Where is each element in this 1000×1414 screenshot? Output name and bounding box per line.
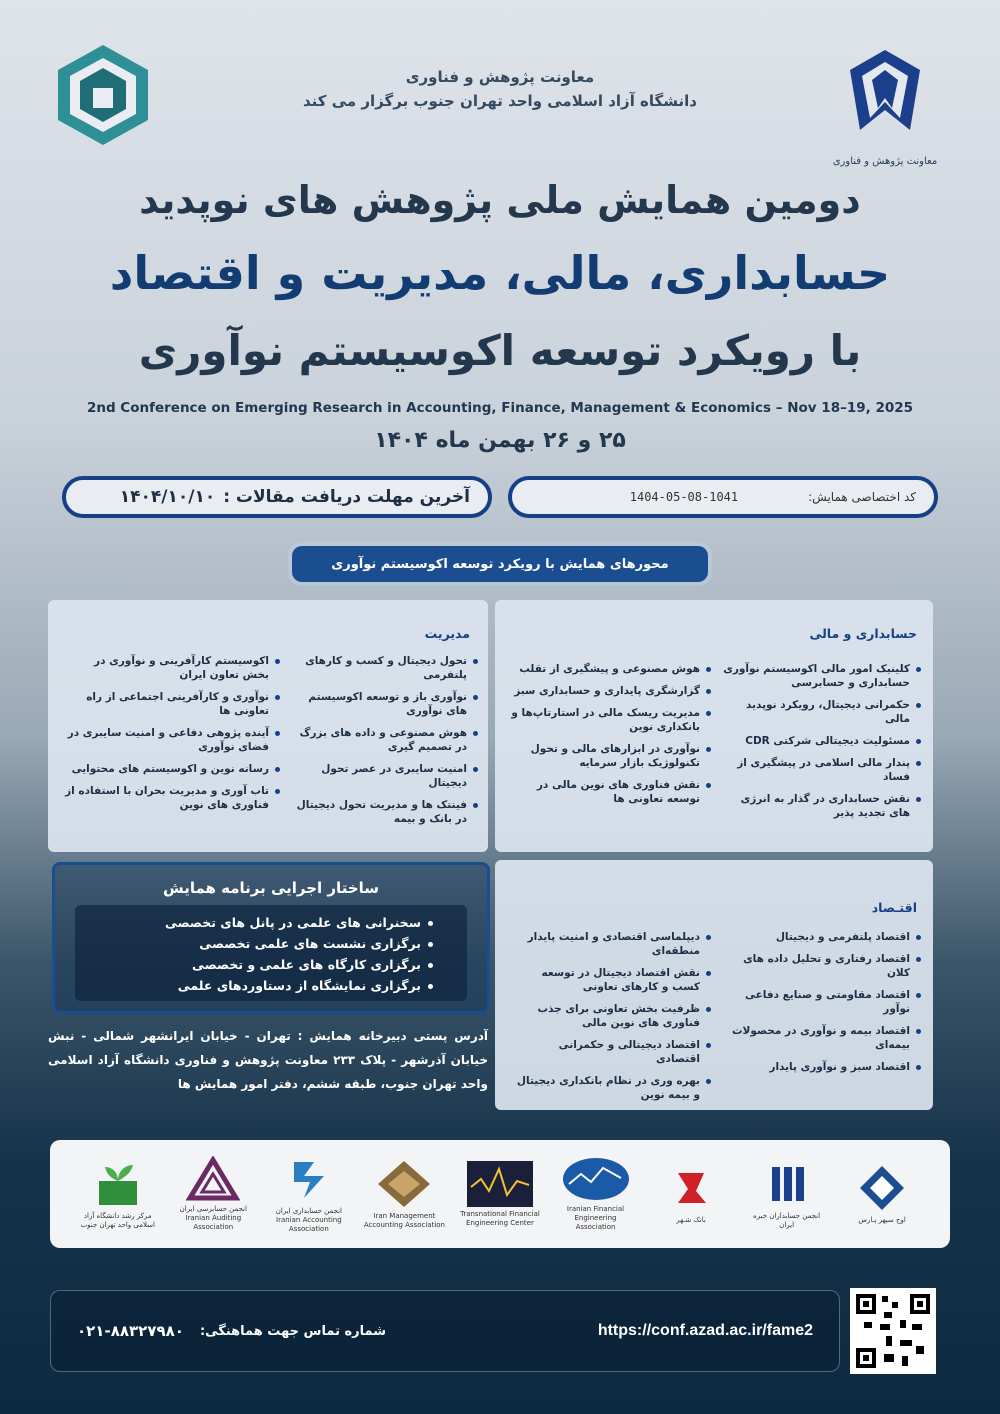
header-organizer [250, 0, 750, 110]
list-item: رسانه نوین و اکوسیستم های محتوایی [65, 762, 280, 776]
title-line-3: با رویکرد توسعه اکوسیستم نوآوری [138, 326, 862, 375]
english-title: 2nd Conference on Emerging Research in Accounting, Finance, Management & Economics – Nov 18–19, 2025 [86, 400, 914, 416]
management-title: مدیریت [424, 626, 470, 641]
list-item: نقش حسابداری در گذار به انرژی های تجدید پذیر [721, 792, 921, 820]
conference-code-pill [508, 476, 938, 518]
ojsepehr-logo-icon [857, 1163, 907, 1213]
fin-eng-logo-icon [561, 1156, 631, 1202]
axes-title-bar: محورهای همایش با رویکرد توسعه اکوسیستم نوآوری [292, 546, 708, 582]
list-item: اکوسیستم کارآفرینی و نوآوری در بخش تعاون ایران [65, 654, 280, 682]
contact-label: شماره تماس جهت هماهنگی: [199, 1323, 387, 1339]
iaa-logo-icon [286, 1154, 332, 1204]
sponsor-ojsepehr: اوج سپهر پـارس [841, 1153, 923, 1235]
accounting-title: حسابداری و مالی [809, 626, 917, 641]
sponsor-iaa: انجمن حسابداری ایران Iranian Accounting Association [268, 1153, 350, 1235]
list-item: کلینیک امور مالی اکوسیستم نوآوری حسابداری و حسابرسی [721, 662, 921, 690]
sponsor-incubator: مرکز رشد دانشگاه آزاد اسلامی واحد تهران جنوب [77, 1153, 159, 1235]
deadline-label: آخرین مهلت دریافت مقالات : [223, 487, 470, 507]
list-item: تحول دیجیتال و کسب و کارهای پلتفرمی [288, 654, 478, 682]
economics-title: اقتـصاد [871, 900, 917, 915]
conference-logo [48, 40, 158, 150]
conference-code-label: کد اختصاصی همایش: [808, 490, 916, 504]
sponsor-bank-shahr: بانک شـهر [650, 1153, 732, 1235]
list-item: آینده پژوهی دفاعی و امنیت سایبری در فضای نوآوری [65, 726, 280, 754]
list-item: اقتصاد بیمه و نوآوری در محصولات بیمه‌ای [721, 1024, 921, 1052]
list-item: ظرفیت بخش تعاونی برای جذب فناوری های نوین مالی [511, 1002, 711, 1030]
iica-logo-icon [762, 1159, 812, 1209]
imaa-logo-icon [376, 1159, 432, 1209]
title-line-1: دومین همایش ملی پژوهش های نوپدید [139, 178, 861, 222]
list-item: هوش مصنوعی و داده های بزرگ در تصمیم گیری [288, 726, 478, 754]
list-item: اقتصاد سبز و نوآوری پایدار [721, 1060, 921, 1074]
list-item: اقتصاد رفتاری و تحلیل داده های کلان [721, 952, 921, 980]
organizer-line-2: دانشگاه آزاد اسلامی واحد تهران جنوب برگزار می کند [302, 92, 697, 110]
deadline-value: ۱۴۰۴/۱۰/۱۰ [119, 487, 216, 507]
list-item: دیپلماسی اقتصادی و امنیت پایدار منطقه‌ای [511, 930, 711, 958]
conference-date: ۲۵ و ۲۶ بهمن ماه ۱۴۰۴ [374, 428, 626, 453]
list-item: نوآوری و کارآفرینی اجتماعی از راه تعاونی ها [65, 690, 280, 718]
list-item: بهره وری در نظام بانکداری دیجیتال و بیمه نوین [511, 1074, 711, 1102]
contact-phone[interactable]: ۰۲۱-۸۸۳۲۷۹۸۰ [77, 1322, 184, 1340]
list-item: مدیریت ریسک مالی در استارتاپ‌ها و بانکداری نوین [511, 706, 711, 734]
accounting-list-1 [721, 662, 921, 828]
list-item: اقتصاد مقاومتی و صنایع دفاعی نوآور [721, 988, 921, 1016]
list-item: نقش فناوری های نوین مالی در توسعه تعاونی ها [511, 778, 711, 806]
sponsor-iica: انجمن حسابداران خبره ایران [746, 1153, 828, 1235]
postal-address: آدرس پستی دبیرخانه همایش : تهران - خیابان ایرانشهر شمالی - نبش خیابان آذرشهر - پلاک ۲۳۳ معاونت پژوهش و فناوری دانشگاه آزاد اسلامی واحد تهران جنوب، طبقه ششم، دفتر امور همایش ها [48, 1029, 488, 1091]
management-panel [48, 600, 488, 852]
executive-list [79, 905, 463, 993]
sponsor-fin-eng: Iranian Financial Engineering Association [555, 1153, 637, 1235]
list-item: تاب آوری و مدیریت بحران با استفاده از فناوری های نوین [65, 784, 280, 812]
sponsor-auditing: انجمن حسابرسی ایران Iranian Auditing Association [172, 1153, 254, 1235]
list-item: حکمرانی دیجیتال، رویکرد نوپدید مالی [721, 698, 921, 726]
executive-title: ساختار اجرایی برنامه همایش [162, 879, 380, 897]
sponsors-strip [50, 1140, 950, 1248]
accounting-panel [495, 600, 933, 852]
azad-university-logo [830, 40, 940, 175]
logo-caption: معاونت پژوهش و فناوری [832, 156, 938, 167]
list-item: گزارشگری پایداری و حسابداری سبز [511, 684, 711, 698]
economics-list-1 [721, 930, 921, 1082]
list-item: برگزاری نشست های علمی تخصصی [79, 936, 433, 951]
bank-shahr-logo-icon [666, 1163, 716, 1213]
title-line-2: حسابداری، مالی، مدیریت و اقتصاد [109, 246, 891, 300]
deadline-pill [62, 476, 492, 518]
list-item: نقش اقتصاد دیجیتال در توسعه کسب و کارهای تعاونی [511, 966, 711, 994]
list-item: اقتصاد دیجیتالی و حکمرانی اقتصادی [511, 1038, 711, 1066]
list-item: نوآوری در ابزارهای مالی و تحول تکنولوژیک بازار سرمایه [511, 742, 711, 770]
contact-info [77, 1322, 386, 1340]
list-item: برگزاری کارگاه های علمی و تخصصی [79, 957, 433, 972]
qr-code-icon[interactable] [850, 1288, 936, 1374]
tfec-logo-icon [467, 1161, 533, 1207]
management-list-1 [288, 654, 478, 834]
list-item: نوآوری باز و توسعه اکوسیستم های نوآوری [288, 690, 478, 718]
list-item: سخنرانی های علمی در پانل های تخصصی [79, 915, 433, 930]
incubator-logo-icon [93, 1159, 143, 1209]
footer-bar [50, 1290, 840, 1372]
list-item: امنیت سایبری در عصر تحول دیجیتال [288, 762, 478, 790]
list-item: اقتصاد پلتفرمی و دیجیتال [721, 930, 921, 944]
management-list-2 [65, 654, 280, 820]
list-item: هوش مصنوعی و پیشگیری از تقلب [511, 662, 711, 676]
sponsor-tfec: Transnational Financial Engineering Center [459, 1153, 541, 1235]
sponsor-imaa: Iran Management Accounting Association [363, 1153, 445, 1235]
list-item: فینتک ها و مدیریت تحول دیجیتال در بانک و بیمه [288, 798, 478, 826]
executive-structure [52, 862, 490, 1014]
conference-url[interactable]: https://conf.azad.ac.ir/fame2 [597, 1322, 813, 1339]
list-item: مسئولیت دیجیتالی شرکتی CDR [721, 734, 921, 748]
conference-code-value: 1404-05-08-1041 [629, 490, 739, 504]
economics-list-2 [511, 930, 711, 1110]
list-item: برگزاری نمایشگاه از دستاوردهای علمی [79, 978, 433, 993]
accounting-list-2 [511, 662, 711, 814]
economics-panel [495, 860, 933, 1110]
organizer-line-1: معاونت پژوهش و فناوری [405, 68, 595, 86]
list-item: پندار مالی اسلامی در پیشگیری از فساد [721, 756, 921, 784]
auditing-logo-icon [186, 1156, 240, 1202]
